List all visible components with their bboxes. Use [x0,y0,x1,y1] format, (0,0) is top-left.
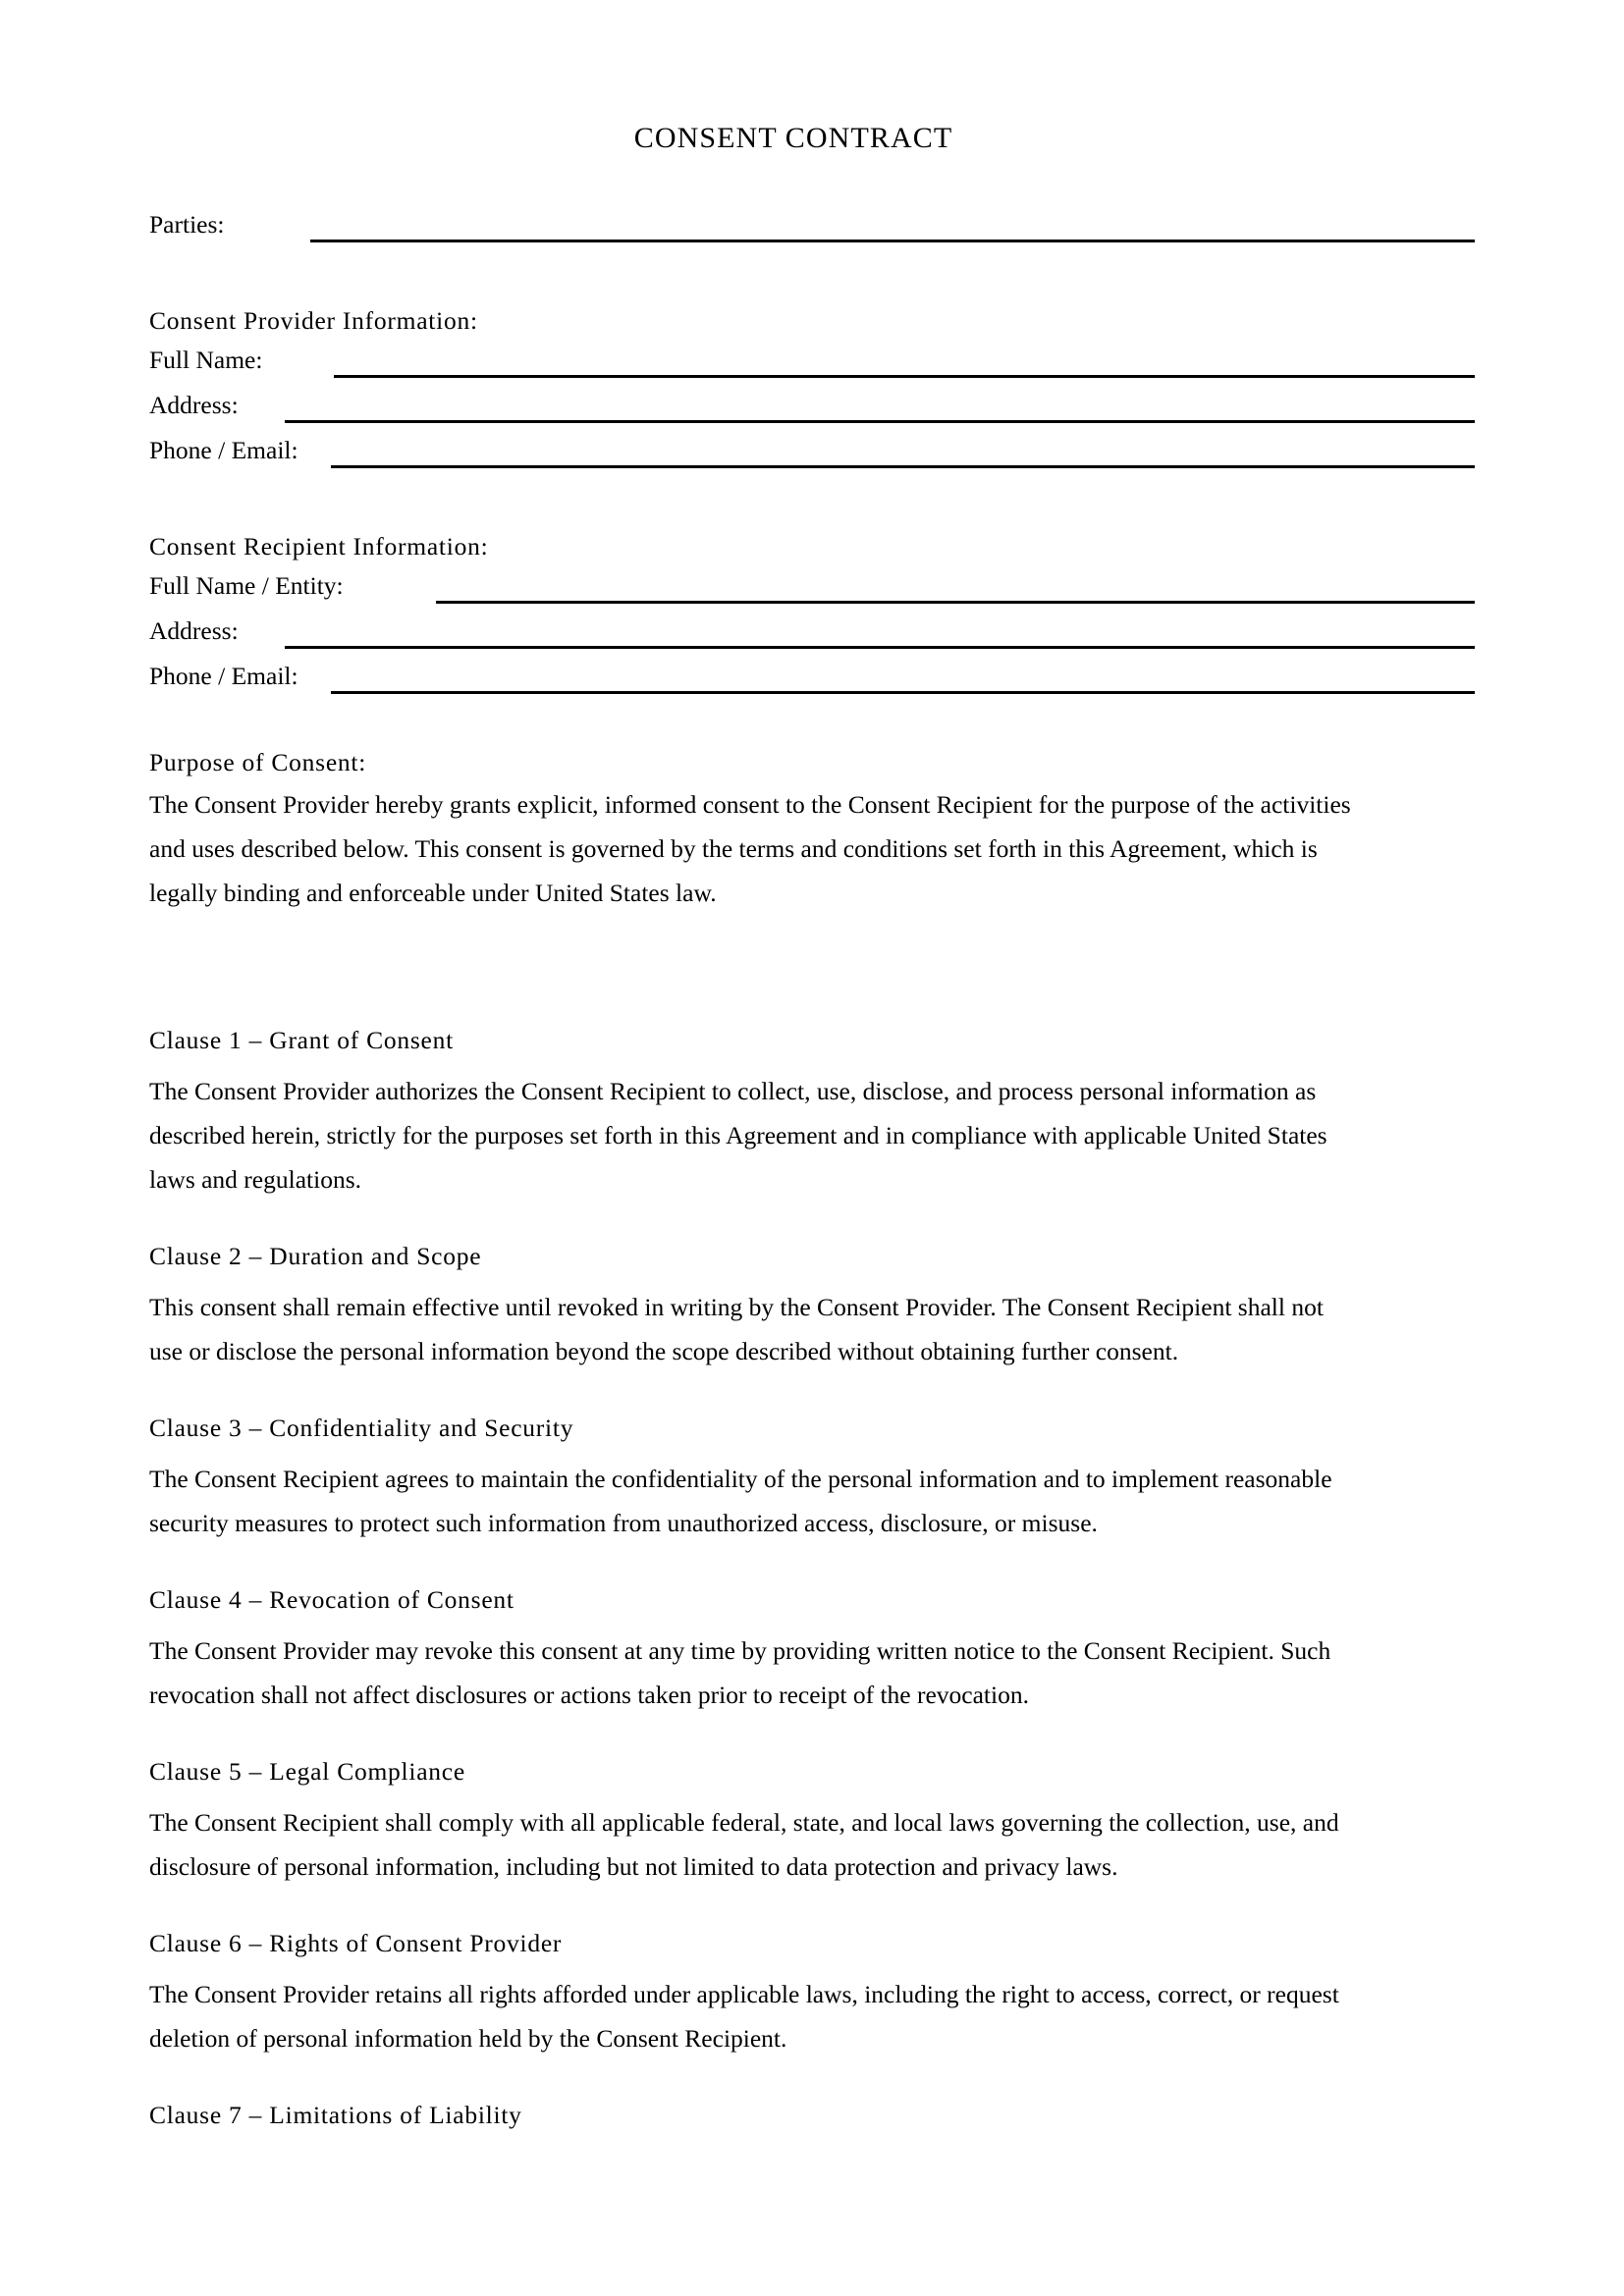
clause-section [149,1924,1475,2060]
paragraph-line: The Consent Provider retains all rights afforded under applicable laws, including the right to access, correct, or request [149,1980,1339,2008]
section-heading-purpose: Purpose of Consent: [149,748,367,776]
paragraph-line: deletion of personal information held by the Consent Recipient. [149,2024,787,2053]
paragraph-line: legally binding and enforceable under United States law. [149,879,717,907]
paragraph-line: and uses described below. This consent is governed by the terms and conditions set forth in this Agreement, which is [149,834,1318,863]
paragraph-line: laws and regulations. [149,1165,361,1194]
clause-heading: Clause 7 – Limitations of Liability [149,2101,522,2129]
paragraph-line: The Consent Provider authorizes the Consent Recipient to collect, use, disclose, and process personal information as [149,1077,1317,1105]
clause-paragraph [149,1069,1473,1201]
clause-heading: Clause 6 – Rights of Consent Provider [149,1929,563,1957]
clause-paragraph [149,1457,1473,1545]
clause-paragraph [149,1629,1473,1717]
paragraph-line: The Consent Provider hereby grants explicit, informed consent to the Consent Recipient for the purpose of the activities [149,790,1351,819]
field-row-provider-phone-email [149,431,1475,476]
paragraph-line: security measures to protect such information from unauthorized access, disclosure, or misuse. [149,1509,1098,1537]
field-label-provider-full-name: Full Name: [149,346,263,374]
field-label-provider-phone-email: Phone / Email: [149,436,298,464]
document-body [149,0,1475,2144]
paragraph-purpose [149,782,1473,915]
field-label-parties: Parties: [149,210,225,239]
clause-paragraph [149,1285,1473,1373]
paragraph-line: described herein, strictly for the purposes set forth in this Agreement and in compliance with applicable United States [149,1121,1327,1149]
field-input-recipient-full-name-entity[interactable] [436,601,1475,604]
field-row-provider-full-name [149,341,1475,386]
field-row-parties [149,205,1475,250]
paragraph-line: The Consent Recipient agrees to maintain the confidentiality of the personal information and to implement reasonable [149,1465,1332,1493]
field-label-recipient-full-name-entity: Full Name / Entity: [149,571,344,600]
paragraph-line: The Consent Provider may revoke this consent at any time by providing written notice to the Consent Recipient. Such [149,1636,1331,1665]
clause-heading: Clause 1 – Grant of Consent [149,1026,454,1054]
field-row-provider-address [149,386,1475,431]
field-input-recipient-address[interactable] [285,646,1475,649]
field-label-provider-address: Address: [149,391,239,419]
field-input-provider-phone-email[interactable] [331,465,1475,468]
clause-paragraph [149,1972,1473,2060]
field-input-provider-address[interactable] [285,420,1475,423]
section-heading-provider: Consent Provider Information: [149,306,478,335]
clause-section [149,1752,1475,1889]
paragraph-line: This consent shall remain effective until revoked in writing by the Consent Provider. The Consent Recipient shall not [149,1293,1324,1321]
field-input-recipient-phone-email[interactable] [331,691,1475,694]
paragraph-line: The Consent Recipient shall comply with all applicable federal, state, and local laws governing the collection, use, and [149,1808,1339,1837]
field-row-recipient-address [149,612,1475,657]
clause-heading: Clause 2 – Duration and Scope [149,1242,482,1270]
clause-section [149,2096,1475,2135]
paragraph-line: use or disclose the personal information beyond the scope described without obtaining further consent. [149,1337,1179,1365]
field-label-recipient-address: Address: [149,616,239,645]
clause-paragraph [149,1800,1473,1889]
clause-section [149,1409,1475,1545]
field-label-recipient-phone-email: Phone / Email: [149,662,298,690]
field-row-recipient-full-name-entity [149,566,1475,612]
section-heading-recipient: Consent Recipient Information: [149,532,489,561]
clause-heading: Clause 5 – Legal Compliance [149,1757,465,1786]
field-row-recipient-phone-email [149,657,1475,702]
paragraph-line: disclosure of personal information, including but not limited to data protection and privacy laws. [149,1852,1118,1881]
clause-section [149,1580,1475,1717]
page-title: CONSENT CONTRACT [633,122,953,154]
paragraph-line: revocation shall not affect disclosures or actions taken prior to receipt of the revocation. [149,1681,1029,1709]
clause-section [149,1237,1475,1373]
field-input-parties[interactable] [310,240,1475,242]
clause-section [149,1021,1475,1201]
clause-heading: Clause 3 – Confidentiality and Security [149,1414,574,1442]
field-input-provider-full-name[interactable] [334,375,1475,378]
clause-heading: Clause 4 – Revocation of Consent [149,1585,514,1614]
